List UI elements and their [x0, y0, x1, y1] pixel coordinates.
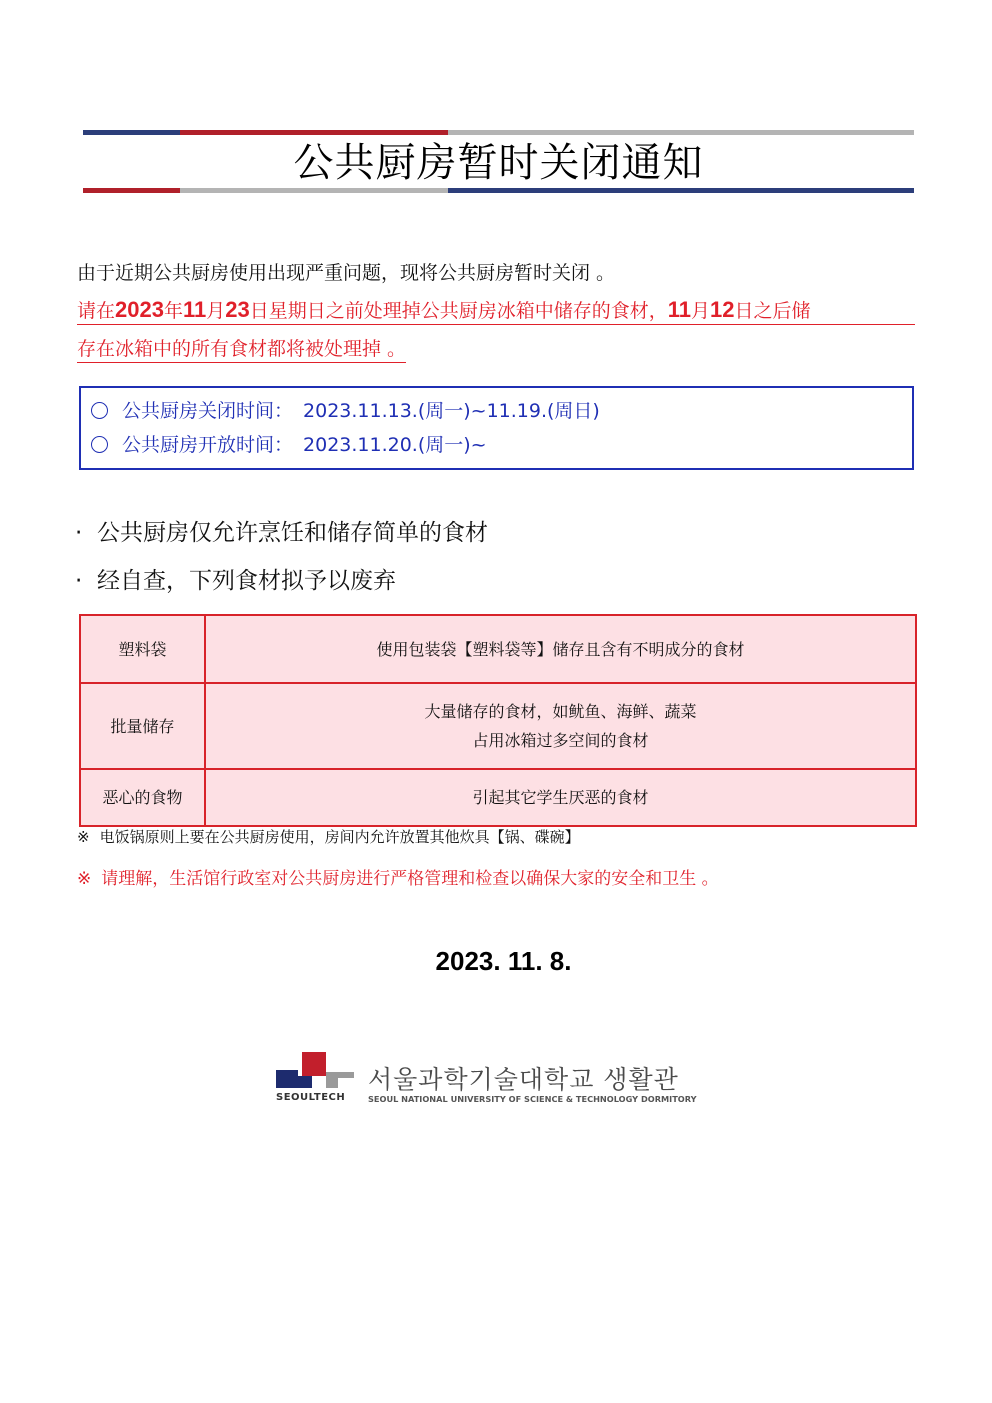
logo-korean-text: 서울과학기술대학교 생활관	[368, 1065, 679, 1094]
bullet-marker: ·	[75, 520, 83, 546]
note-mark: ※	[77, 828, 90, 846]
table-category-cell: 恶心的食物	[80, 769, 205, 826]
seoultech-dormitory-logo	[276, 1052, 721, 1108]
table-description-cell: 大量储存的食材，如鱿鱼、海鲜、蔬菜 占用冰箱过多空间的食材	[205, 683, 916, 769]
title-bar-bottom-navy	[448, 188, 914, 193]
note-mark: ※	[77, 869, 92, 889]
deadline-notice-line-2: 存在冰箱中的所有食材都将被处理掉 。	[77, 336, 406, 363]
title-bar-bottom-red	[83, 188, 180, 193]
schedule-closing-row	[91, 398, 600, 424]
intro-text: 由于近期公共厨房使用出现严重问题，现将公共厨房暂时关闭 。	[77, 262, 616, 284]
document-date: 2023. 11. 8.	[435, 946, 572, 976]
table-category-cell: 塑料袋	[80, 615, 205, 683]
bullet-item	[75, 562, 396, 595]
table-row	[80, 769, 916, 826]
circle-icon	[91, 436, 108, 453]
management-note: ※ 请理解，生活馆行政室对公共厨房进行严格管理和检查以确保大家的安全和卫生 。	[77, 869, 719, 889]
table-description-cell: 引起其它学生厌恶的食材	[205, 769, 916, 826]
schedule-label: 公共厨房关闭时间：	[122, 400, 294, 422]
logo-english-text: SEOUL NATIONAL UNIVERSITY OF SCIENCE & TECHNOLOGY DORMITORY	[368, 1094, 697, 1104]
bullet-item	[75, 514, 488, 547]
schedule-value: 2023.11.13.(周一)~11.19.(周日)	[303, 400, 600, 422]
title-bar-top-red	[180, 130, 448, 135]
schedule-label: 公共厨房开放时间：	[122, 434, 294, 456]
table-row	[80, 683, 916, 769]
title-bar-top-navy	[83, 130, 180, 135]
page-title: 公共厨房暂时关闭通知	[293, 140, 704, 186]
circle-icon	[91, 402, 108, 419]
bullet-marker: ·	[75, 568, 83, 594]
title-bar-top-gray	[448, 130, 914, 135]
cooker-note: ※ 电饭锅原则上要在公共厨房使用，房间内允许放置其他炊具【锅、碟碗】	[77, 828, 580, 846]
logo-abbreviation: SEOULTECH	[276, 1092, 346, 1103]
schedule-box	[79, 386, 914, 470]
seoultech-emblem-icon	[276, 1052, 356, 1092]
title-bar-bottom-gray	[180, 188, 448, 193]
deadline-notice-line-1: 请在2023年11月23日星期日之前处理掉公共厨房冰箱中储存的食材，11月12日之后储	[77, 297, 915, 325]
bullet-text: 经自查，下列食材拟予以废弃	[97, 568, 396, 594]
schedule-value: 2023.11.20.(周一)~	[303, 434, 487, 456]
table-row	[80, 615, 916, 683]
schedule-opening-row	[91, 432, 487, 458]
bullet-text: 公共厨房仅允许烹饪和储存简单的食材	[97, 520, 488, 546]
table-description-cell: 使用包装袋【塑料袋等】储存且含有不明成分的食材	[205, 615, 916, 683]
discard-food-table	[79, 614, 917, 827]
table-category-cell: 批量储存	[80, 683, 205, 769]
